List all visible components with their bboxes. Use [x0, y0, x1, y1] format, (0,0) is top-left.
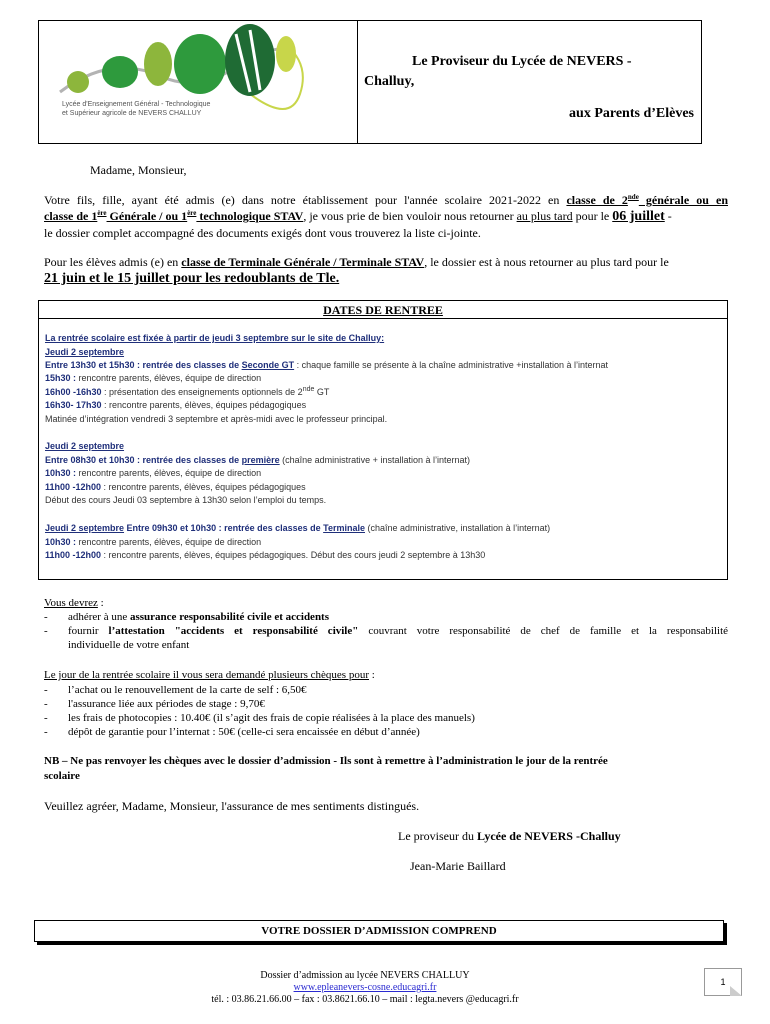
dates-seconde-2: 15h30 : rencontre parents, élèves, équipe de direction: [45, 373, 262, 383]
dates-premiere-4: Début des cours Jeudi 03 septembre à 13h30 selon l’emploi du temps.: [45, 495, 327, 505]
devrez-title: Vous devrez :: [44, 597, 104, 609]
dates-intro: La rentrée scolaire est fixée à partir de jeudi 3 septembre sur le site de Challuy:: [45, 333, 385, 343]
dates-day-2: Jeudi 2 septembre: [45, 441, 125, 451]
closing: Veuillez agréer, Madame, Monsieur, l'assurance de mes sentiments distingués.: [44, 799, 420, 813]
dates-day-1: Jeudi 2 septembre: [45, 347, 125, 357]
footer-contact: tél. : 03.86.21.66.00 – fax : 03.8621.66.10 – mail : legta.nevers @educagri.fr: [211, 994, 519, 1005]
logo-circle-3: [144, 42, 172, 86]
dates-title: DATES DE RENTREE: [323, 303, 443, 317]
logo-circle-6: [276, 36, 296, 72]
dossier-banner: VOTRE DOSSIER D’ADMISSION COMPREND: [34, 920, 724, 942]
signature-line: Le proviseur du Lycée de NEVERS -Challuy: [398, 829, 621, 843]
devrez-item-1: adhérer à une assurance responsabilité civile et accidents: [68, 611, 329, 623]
logo-circle-1: [67, 71, 89, 93]
dates-terminale-2: 10h30 : rencontre parents, élèves, équipe de direction: [45, 537, 262, 547]
nb-notice: NB – Ne pas renvoyer les chèques avec le dossier d’admission - Ils sont à remettre à l’administration le jour de la rentrée scolaire: [44, 755, 608, 782]
dates-premiere: Entre 08h30 et 10h30 : rentrée des classes de première (chaîne administrative + installation à l’internat): [45, 455, 470, 465]
dates-seconde-4: 16h30- 17h30 : rencontre parents, élèves, équipes pédagogiques: [45, 400, 307, 410]
dates-seconde-5: Matinée d’intégration vendredi 3 septembre et après-midi avec le professeur principal.: [45, 414, 388, 424]
devrez-item-2: fournir l’attestation "accidents et responsabilité civile" couvrant votre responsabilité de chef de famille et la responsabilité individuelle de votre enfant: [68, 625, 729, 651]
page-number: 1: [704, 968, 742, 996]
page-fold-icon: [730, 986, 742, 996]
logo-caption: Lycée d'Enseignement Général - Technologique et Supérieur agricole de NEVERS CHALLUY: [62, 101, 211, 117]
cheque-item-2: l'assurance liée aux périodes de stage : 9,70€: [68, 698, 265, 710]
dates-terminale: Jeudi 2 septembre Entre 09h30 et 10h30 : rentrée des classes de Terminale (chaîne administrative, installation à l’internat): [45, 523, 551, 533]
header-recipient: aux Parents d’Elèves: [569, 106, 694, 121]
header-divider: [357, 20, 358, 144]
cheques-title: Le jour de la rentrée scolaire il vous sera demandé plusieurs chèques pour :: [44, 669, 375, 681]
dates-premiere-2: 10h30 : rencontre parents, élèves, équipe de direction: [45, 468, 262, 478]
bullet-dash: -: [44, 684, 48, 696]
paragraph-admission: Votre fils, fille, ayant été admis (e) dans notre établissement pour l'année scolaire 2021-2022 en classe de 2nde générale ou en classe de 1ère Générale / ou 1ère technologique STAV, je vous prie de bien vouloir nous retourner au plus tard pour le 06 juillet - le dossier complet accompagné des documents exigés dont vous trouverez la liste ci-jointe.: [44, 193, 728, 240]
signature-name: Jean-Marie Baillard: [410, 859, 506, 873]
cheque-item-1: l’achat ou le renouvellement de la carte de self : 6,50€: [68, 684, 307, 696]
footer-line-1: Dossier d’admission au lycée NEVERS CHALLUY: [260, 970, 470, 981]
dates-divider: [38, 318, 728, 319]
dates-premiere-3: 11h00 -12h00 : rencontre parents, élèves, équipes pédagogiques: [45, 482, 306, 492]
logo-circle-2: [102, 56, 138, 88]
school-logo: [50, 24, 350, 142]
bullet-dash: -: [44, 698, 48, 710]
bullet-dash: -: [44, 625, 48, 637]
footer-website-link[interactable]: www.epleanevers-cosne.educagri.fr: [293, 982, 437, 993]
salutation: Madame, Monsieur,: [90, 163, 187, 177]
paragraph-terminale: Pour les élèves admis (e) en classe de Terminale Générale / Terminale STAV, le dossier est à nous retourner au plus tard pour le 21 juin et le 15 juillet pour les redoublants de Tle.: [44, 255, 669, 286]
dates-seconde-3: 16h00 -16h30 : présentation des enseignements optionnels de 2nde GT: [45, 386, 330, 397]
cheque-item-3: les frais de photocopies : 10.40€ (il s’agit des frais de copie réalisées à la place des manuels): [68, 712, 475, 724]
bullet-dash: -: [44, 712, 48, 724]
logo-circle-4: [174, 34, 226, 94]
cheque-item-4: dépôt de garantie pour l’internat : 50€ (celle-ci sera encaissée en début d’année): [68, 726, 420, 738]
bullet-dash: -: [44, 611, 48, 623]
bullet-dash: -: [44, 726, 48, 738]
dates-terminale-3: 11h00 -12h00 : rencontre parents, élèves, équipes pédagogiques. Début des cours jeudi 2 septembre à 13h30: [45, 550, 486, 560]
dates-seconde: Entre 13h30 et 15h30 : rentrée des classes de Seconde GT : chaque famille se présente à la chaîne administrative +installation à l’internat: [45, 360, 609, 370]
header-title: Le Proviseur du Lycée de NEVERS - Challuy,: [364, 54, 632, 89]
